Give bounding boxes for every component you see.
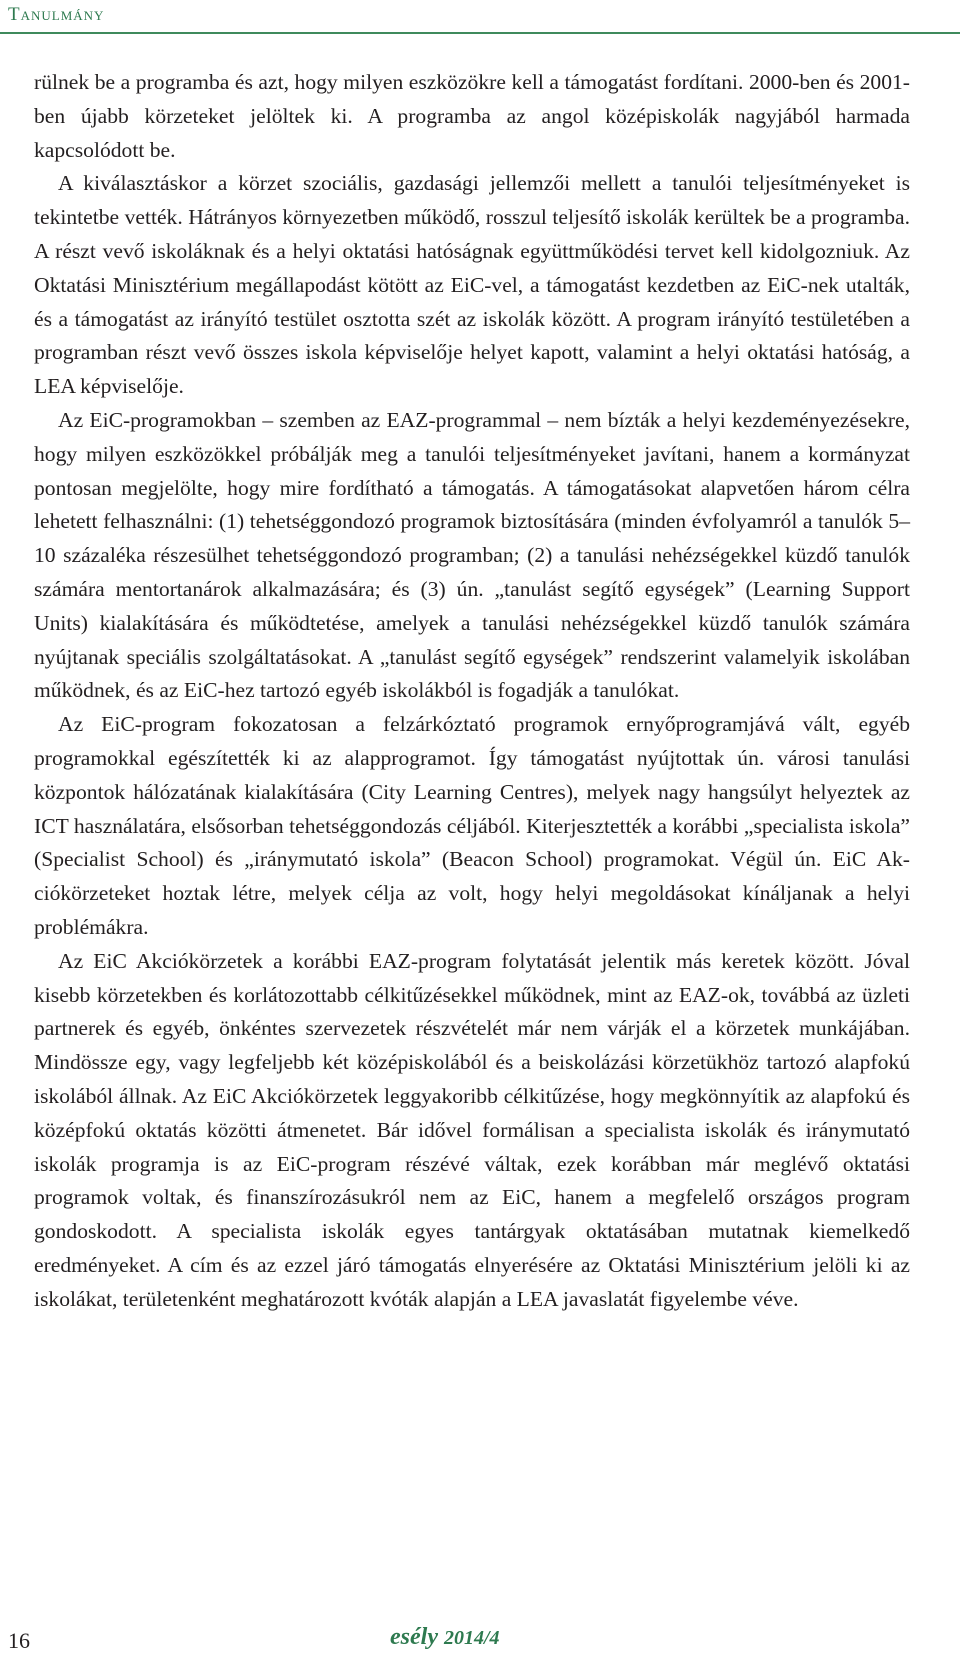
page-number: 16 xyxy=(8,1628,30,1653)
paragraph: Az EiC-program fokozatosan a felzárkóztató programok ernyőprogramjává vált, egyéb programokkal egészítették ki az alapprogramot. Így támogatást nyújtottak ún. városi tanulási központok hálózatának kialakítására (City Learning Centres), melyek nagy hangsúlyt helyeztek az ICT használatára, elsősorban tehetséggondozás céljából. Kiterjesztették a korábbi „specialista iskola” (Specialist School) és „iránymutató iskola” (Beacon School) programokat. Végül ún. EiC Akciókörzeteket hoztak létre, melyek célja az volt, hogy helyi megoldásokat kínáljanak a helyi problémákra. xyxy=(34,712,910,939)
journal-name: esély xyxy=(390,1624,438,1650)
section-title: Tanulmány xyxy=(8,4,105,25)
paragraph: Az EiC Akciókörzetek a korábbi EAZ-program folytatását jelentik más keretek között. Jóval kisebb körzetekben és korlátozottabb célkitűzésekkel működnek, mint az EAZ-ok, továbbá az üzleti partnerek és egyéb, önkéntes szervezetek részvételét már nem várják el a körzetek munkájában. Mindössze egy, vagy legfeljebb két középiskolából és a beiskolázási körzetükhöz tartozó alapfokú iskolából állnak. Az EiC Akciókörzetek leggyakoribb célkitűzése, hogy megkönnyítik az alapfokú és középfokú oktatás közötti átmenetet. Bár idővel formálisan a specialista iskolák és iránymutató iskolák programja is az EiC-program részévé váltak, ezek korábban már meglévő oktatási programok voltak, és finanszírozásukról nem az EiC, hanem a megfelelő országos program gondoskodott. A specialista iskolák egyes tantárgyak oktatásában mutatnak kiemelkedő eredményeket. A cím és az ezzel járó támogatás elnyerésére az Oktatási Minisztérium jelöli ki az iskolákat, területenként meghatározott kvóták alapján a LEA javaslatát figyelembe véve. xyxy=(34,948,910,1311)
article-body xyxy=(34,66,910,1316)
paragraph: A kiválasztáskor a körzet szociális, gazdasági jellemzői mellett a tanulói teljesítményeket is tekintetbe vették. Hátrányos környezetben működő, rosszul teljesítő iskolák kerültek be a programba. A részt vevő iskoláknak és a helyi oktatási hatóságnak együttműködési tervet kell kidolgozniuk. Az Oktatási Minisztérium megállapodást kötött az EiC-vel, a támogatást kezdetben az EiC-nek utalták, és a támogatást az irányító testület osztotta szét az iskolák között. A program irányító testületében a programban részt vevő összes iskola képviselője helyet kapott, valamint a helyi oktatási hatóság, a LEA képviselője. xyxy=(34,171,910,399)
header-rule xyxy=(0,32,960,34)
paragraph-continuation: rülnek be a programba és azt, hogy milyen eszközökre kell a támogatást fordítani. 2000-ben és 2001-ben újabb körzeteket jelöltek ki. A programba az angol középiskolák nagyjából harmada kapcsolódott be. xyxy=(34,70,910,162)
journal-footer xyxy=(390,1624,500,1651)
journal-issue: 2014/4 xyxy=(443,1627,500,1649)
paragraph: Az EiC-programokban – szemben az EAZ-programmal – nem bízták a helyi kezdeményezésekre, hogy milyen eszközökkel próbálják meg a tanulói teljesítményeket javítani, hanem a kormányzat pontosan megjelölte, hogy mire fordítható a támogatás. A támogatásokat alapvetően három célra lehetett felhasználni: (1) tehetséggondozó programok biztosítására (minden évfolyamról a tanulók 5–10 százaléka részesülhet tehetséggondozó programban; (2) a tanulási nehézségekkel küzdő tanulók számára mentortanárok alkalmazására; és (3) ún. „tanulást segítő egységek” (Learning Support Units) kialakítására és működtetése, amelyek a tanulási nehézségekkel küzdő tanulók számára nyújtanak speciális szolgáltatásokat. A „tanulást segítő egységek” rendszerint valamelyik iskolában működnek, és az EiC-hez tartozó egyéb iskolákból is fogadják a tanulókat. xyxy=(34,407,910,703)
